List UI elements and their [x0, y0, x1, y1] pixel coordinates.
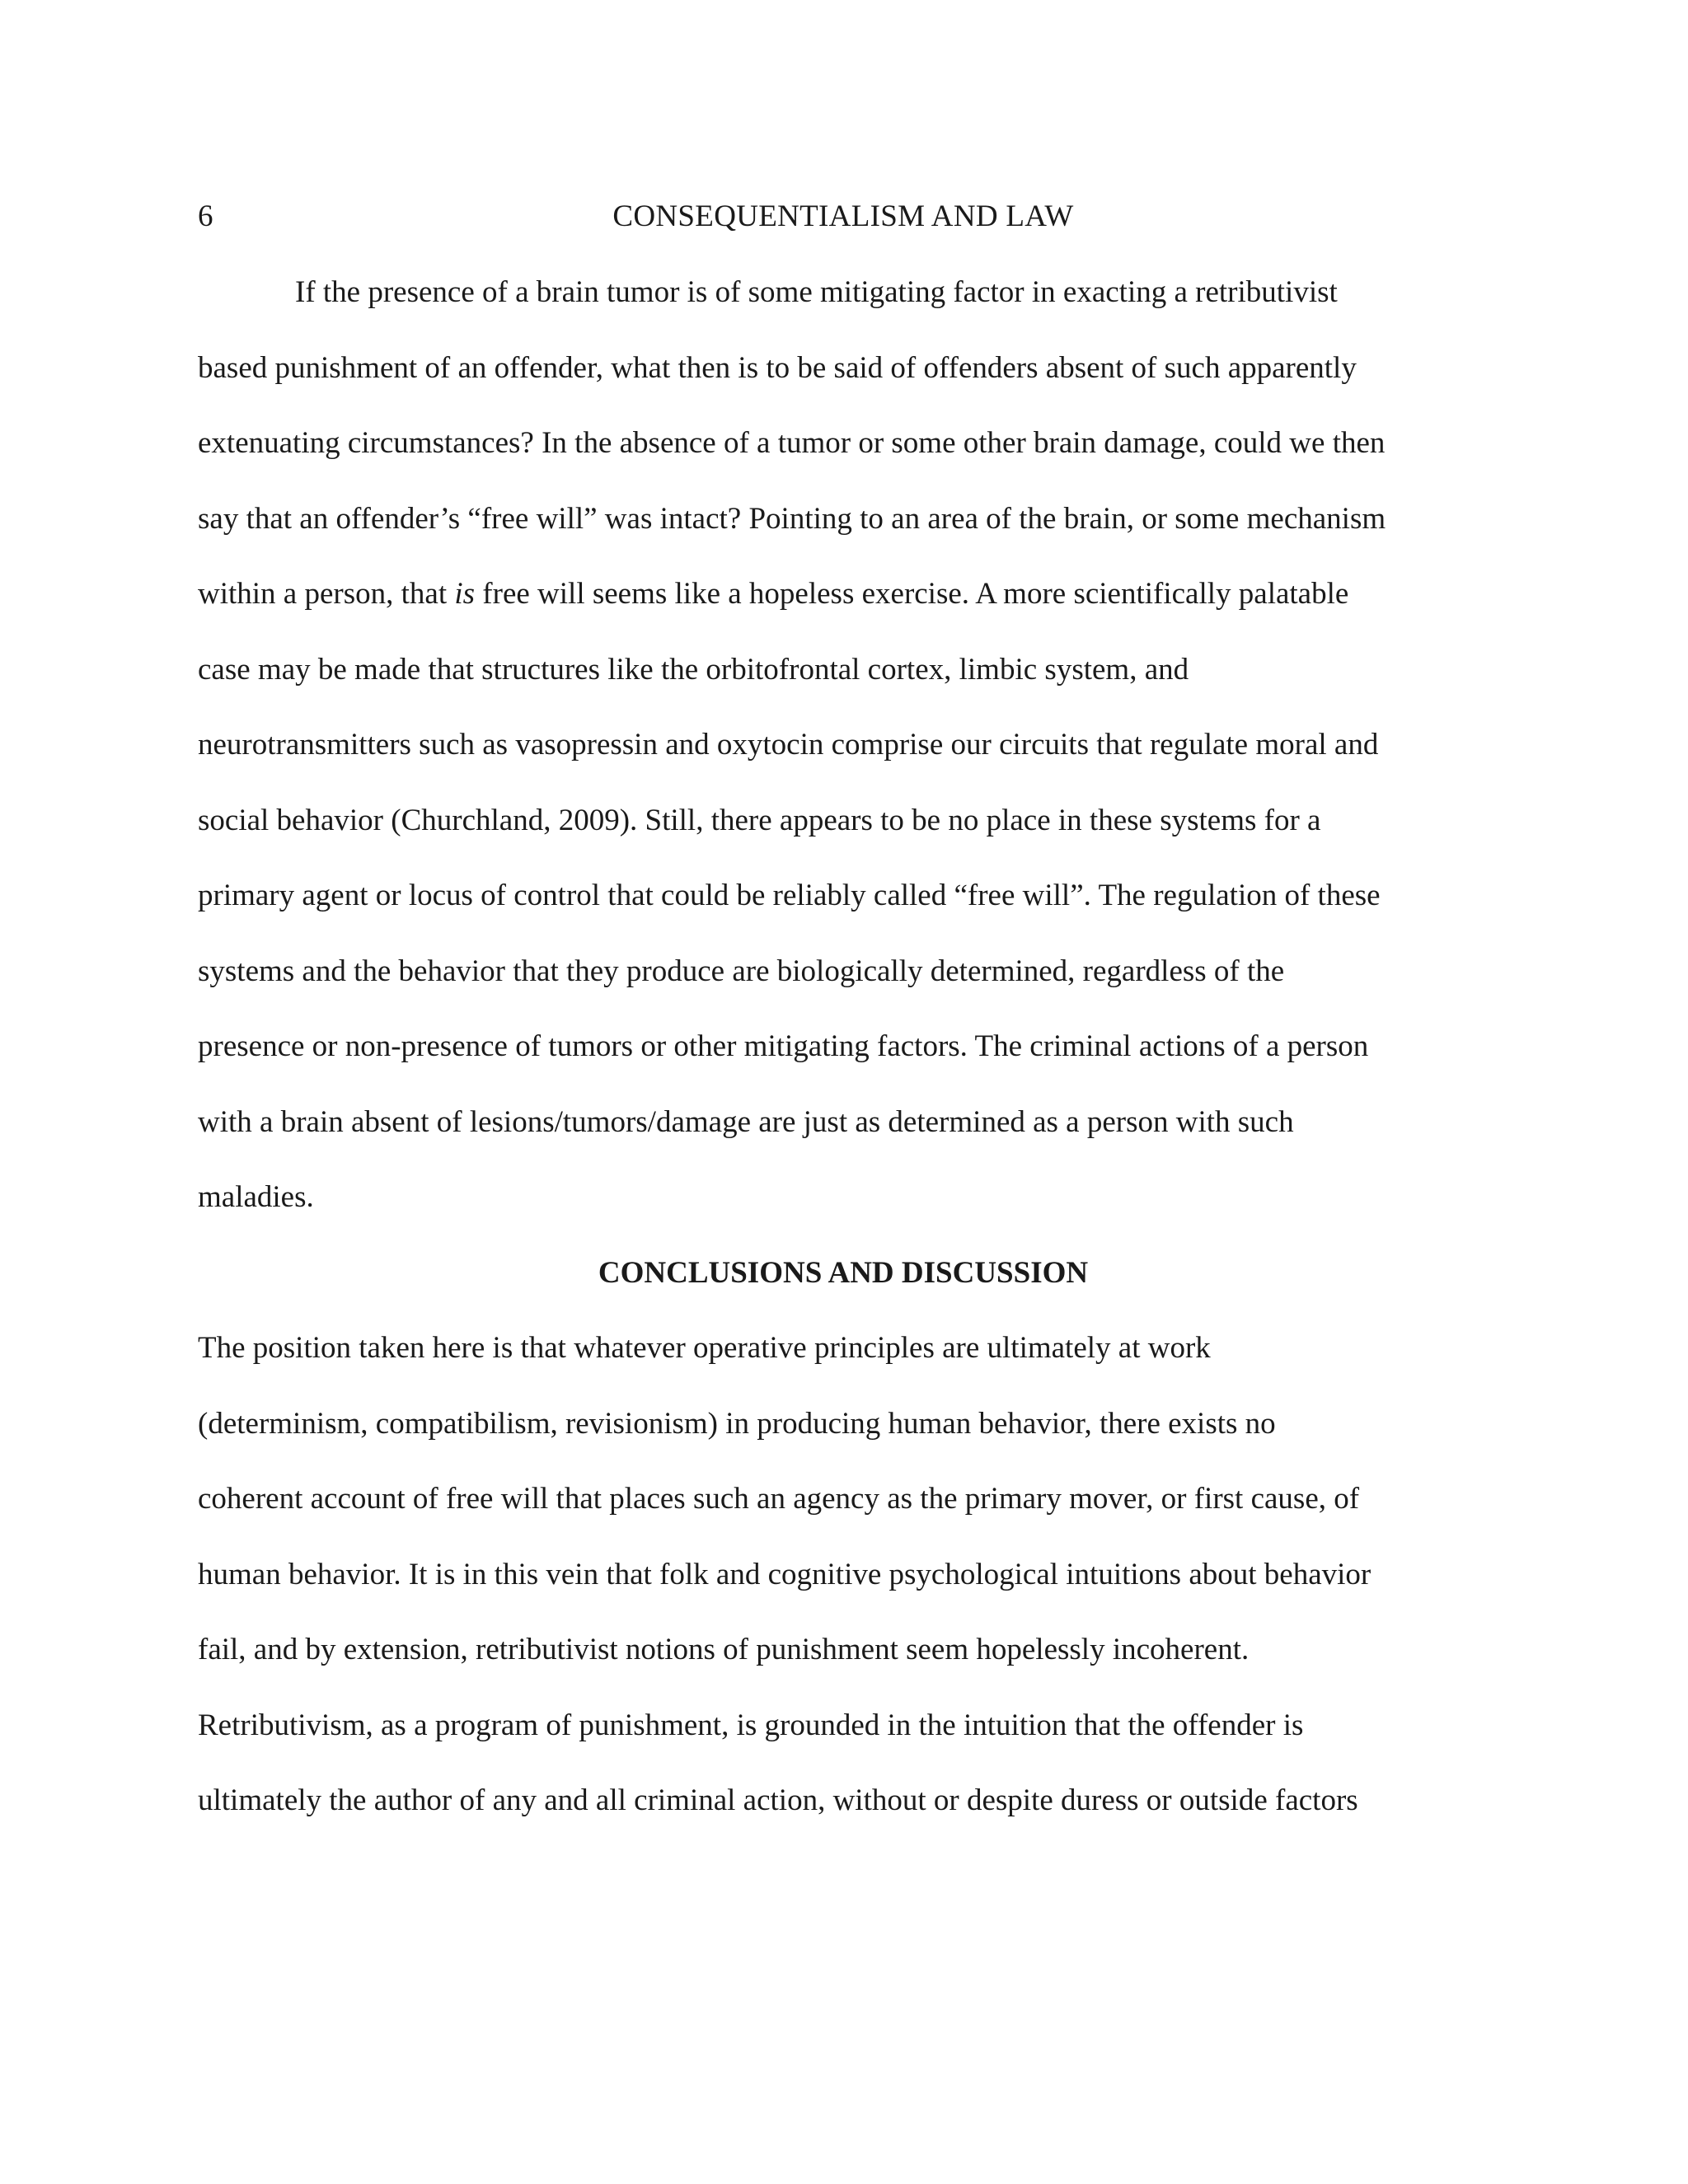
text-line: with a brain absent of lesions/tumors/damage are just as determined as a person with such [198, 1105, 1294, 1139]
text-line: If the presence of a brain tumor is of some mitigating factor in exacting a retributivist [295, 275, 1338, 309]
section-heading: CONCLUSIONS AND DISCUSSION [598, 1256, 1089, 1290]
page-header [198, 196, 1489, 237]
text-line: (determinism, compatibilism, revisionism) in producing human behavior, there exists no [198, 1407, 1276, 1441]
text-line: Retributivism, as a program of punishment, is grounded in the intuition that the offender is [198, 1708, 1304, 1742]
text-line: case may be made that structures like the orbitofrontal cortex, limbic system, and [198, 653, 1189, 687]
text-line-with-emphasis [198, 574, 1348, 615]
text-line: fail, and by extension, retributivist notions of punishment seem hopelessly incoherent. [198, 1633, 1250, 1666]
text-line: neurotransmitters such as vasopressin and oxytocin comprise our circuits that regulate moral and [198, 728, 1379, 762]
text-line: based punishment of an offender, what then is to be said of offenders absent of such apparently [198, 351, 1357, 385]
text-line: presence or non-presence of tumors or other mitigating factors. The criminal actions of a person [198, 1029, 1369, 1063]
text-line: The position taken here is that whatever operative principles are ultimately at work [198, 1331, 1211, 1365]
running-head: CONSEQUENTIALISM AND LAW [612, 199, 1074, 233]
page-number: 6 [198, 199, 213, 233]
text-line: social behavior (Churchland, 2009). Still, there appears to be no place in these systems for a [198, 804, 1321, 837]
text-line: human behavior. It is in this vein that folk and cognitive psychological intuitions about behavior [198, 1558, 1372, 1591]
emphasis-word: is [454, 577, 476, 611]
text-line: systems and the behavior that they produce are biologically determined, regardless of the [198, 954, 1285, 988]
text-line: say that an offender’s “free will” was intact? Pointing to an area of the brain, or some mechanism [198, 502, 1386, 536]
text-line: maladies. [198, 1180, 314, 1214]
text-line: coherent account of free will that places such an agency as the primary mover, or first cause, of [198, 1482, 1360, 1516]
text-span: free will seems like a hopeless exercise. A more scientifically palatable [482, 577, 1349, 611]
text-line: ultimately the author of any and all criminal action, without or despite duress or outside factors [198, 1783, 1358, 1817]
text-line: primary agent or locus of control that could be reliably called “free will”. The regulation of these [198, 879, 1381, 912]
text-span: within a person, that [198, 577, 455, 611]
text-line: extenuating circumstances? In the absence of a tumor or some other brain damage, could we then [198, 426, 1386, 460]
